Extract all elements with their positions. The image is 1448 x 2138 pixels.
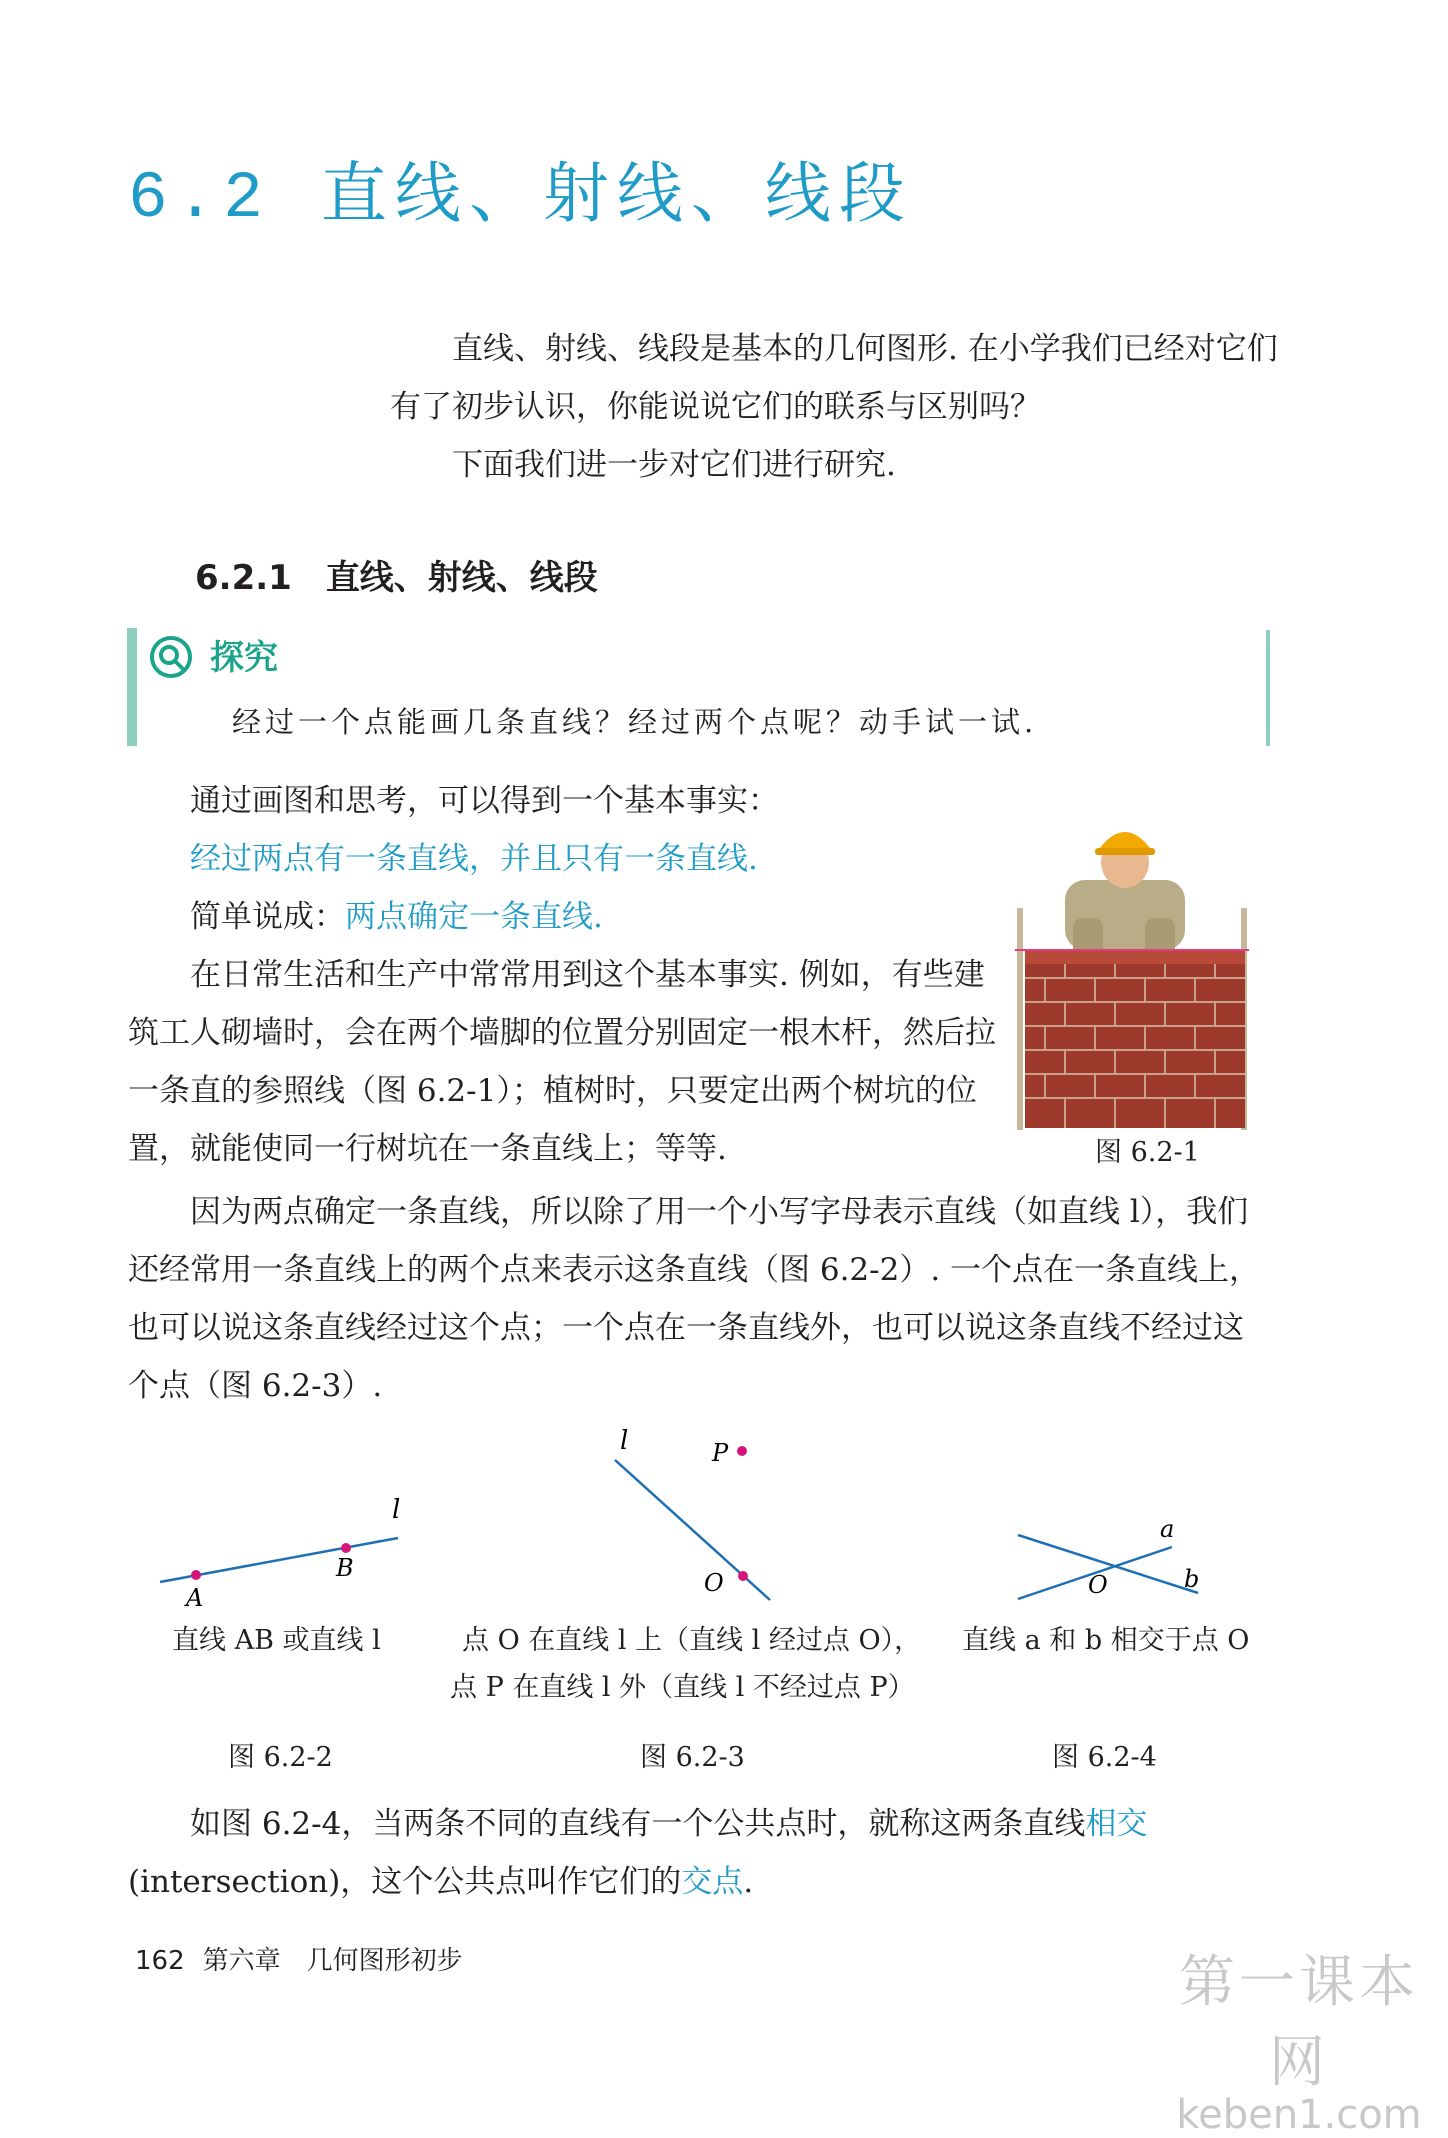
subsection-title-text: 直线、射线、线段 bbox=[325, 558, 598, 598]
paragraph-3: 因为两点确定一条直线，所以除了用一个小写字母表示直线（如直线 l），我们还经常用一条直线上的两个点来表示这条直线（图 6.2-2）. 一个点在一条直线上，也可以说这条直线经过这个点；一个点在一条直线外，也可以说这条直线不经过这个点（图 6.2-3）. bbox=[128, 1194, 1261, 1404]
page-footer bbox=[135, 1940, 463, 1977]
explore-title: 探究 bbox=[210, 638, 278, 678]
paragraph-4-text-a: 如图 6.2-4，当两条不同的直线有一个公共点时，就称这两条直线 bbox=[190, 1806, 1086, 1842]
paragraph-4 bbox=[128, 1795, 1273, 1911]
short-fact-line bbox=[128, 888, 1008, 946]
page-number: 162 bbox=[135, 1946, 185, 1976]
label-point-o: O bbox=[1088, 1571, 1108, 1599]
label-line-l: l bbox=[620, 1426, 629, 1456]
short-fact: 两点确定一条直线. bbox=[345, 899, 603, 935]
intro-paragraph-2: 下面我们进一步对它们进行研究. bbox=[452, 447, 896, 483]
point-b bbox=[341, 1543, 351, 1553]
figure-6-2-4-desc: 直线 a 和 b 相交于点 O bbox=[962, 1625, 1250, 1656]
short-fact-prefix: 简单说成： bbox=[190, 899, 345, 935]
bricklayer-illustration bbox=[1015, 800, 1265, 1130]
figure-6-2-4-caption: 图 6.2-4 bbox=[1052, 1742, 1157, 1773]
label-point-p: P bbox=[712, 1439, 729, 1467]
term-intersection: 相交 bbox=[1085, 1806, 1148, 1842]
explore-bar bbox=[127, 628, 137, 746]
watermark-line-1: 第一课本网 bbox=[1179, 1950, 1419, 2095]
subsection-number: 6.2.1 bbox=[195, 558, 292, 598]
paragraph-4-text-c: . bbox=[743, 1864, 754, 1900]
label-line-a: a bbox=[1160, 1515, 1175, 1543]
section-title bbox=[128, 140, 913, 236]
figure-6-2-3-caption: 图 6.2-3 bbox=[640, 1742, 745, 1773]
label-point-a: A bbox=[186, 1584, 204, 1610]
section-number: 6.2 bbox=[128, 161, 271, 236]
section-title-text: 直线、射线、线段 bbox=[320, 155, 913, 232]
point-a bbox=[191, 1570, 201, 1580]
figure-6-2-2-caption: 图 6.2-2 bbox=[228, 1742, 333, 1773]
subsection-title bbox=[195, 550, 598, 599]
figure-6-2-2 bbox=[150, 1480, 410, 1610]
explore-bar-right bbox=[1266, 630, 1270, 746]
figure-6-2-4 bbox=[1010, 1505, 1230, 1615]
paragraph-4-text-b: (intersection)，这个公共点叫作它们的 bbox=[128, 1864, 682, 1900]
label-point-o: O bbox=[704, 1569, 724, 1597]
paragraph-4-block bbox=[128, 1795, 1273, 1911]
term-intersection-point: 交点 bbox=[681, 1864, 744, 1900]
label-line-b: b bbox=[1184, 1565, 1200, 1593]
point-o bbox=[738, 1571, 748, 1581]
label-point-b: B bbox=[336, 1554, 354, 1582]
chapter-name: 第六章 几何图形初步 bbox=[202, 1946, 463, 1976]
basic-fact: 经过两点有一条直线，并且只有一条直线. bbox=[190, 841, 758, 877]
figure-6-2-1-caption: 图 6.2-1 bbox=[1095, 1137, 1200, 1168]
paragraph-2: 在日常生活和生产中常常用到这个基本事实. 例如，有些建筑工人砌墙时，会在两个墙脚的位置分别固定一根木杆，然后拉一条直的参照线（图 6.2-1）；植树时，只要定出两个树坑的位置，就能使同一行树坑在一条直线上；等等. bbox=[128, 957, 996, 1167]
paragraph-1: 通过画图和思考，可以得到一个基本事实： bbox=[190, 783, 779, 819]
explore-question: 经过一个点能画几条直线？经过两个点呢？动手试一试. bbox=[232, 705, 1038, 739]
intro-paragraph-1: 直线、射线、线段是基本的几何图形. 在小学我们已经对它们有了初步认识，你能说说它们的联系与区别吗？ bbox=[390, 331, 1278, 425]
watermark bbox=[1150, 1938, 1448, 2138]
point-p bbox=[737, 1446, 747, 1456]
intro-text bbox=[390, 320, 1280, 494]
magnifier-icon bbox=[149, 635, 193, 679]
figure-6-2-3-desc-2: 点 P 在直线 l 外（直线 l 不经过点 P） bbox=[450, 1672, 915, 1703]
fact-block bbox=[128, 772, 1008, 1178]
figure-6-2-3-desc-1: 点 O 在直线 l 上（直线 l 经过点 O）， bbox=[462, 1625, 922, 1656]
figure-6-2-3 bbox=[600, 1425, 800, 1605]
label-line-l: l bbox=[392, 1495, 401, 1525]
figure-6-2-2-desc: 直线 AB 或直线 l bbox=[172, 1625, 381, 1656]
watermark-line-2: keben1.com bbox=[1176, 2092, 1422, 2138]
paragraph-3-block bbox=[128, 1183, 1273, 1415]
